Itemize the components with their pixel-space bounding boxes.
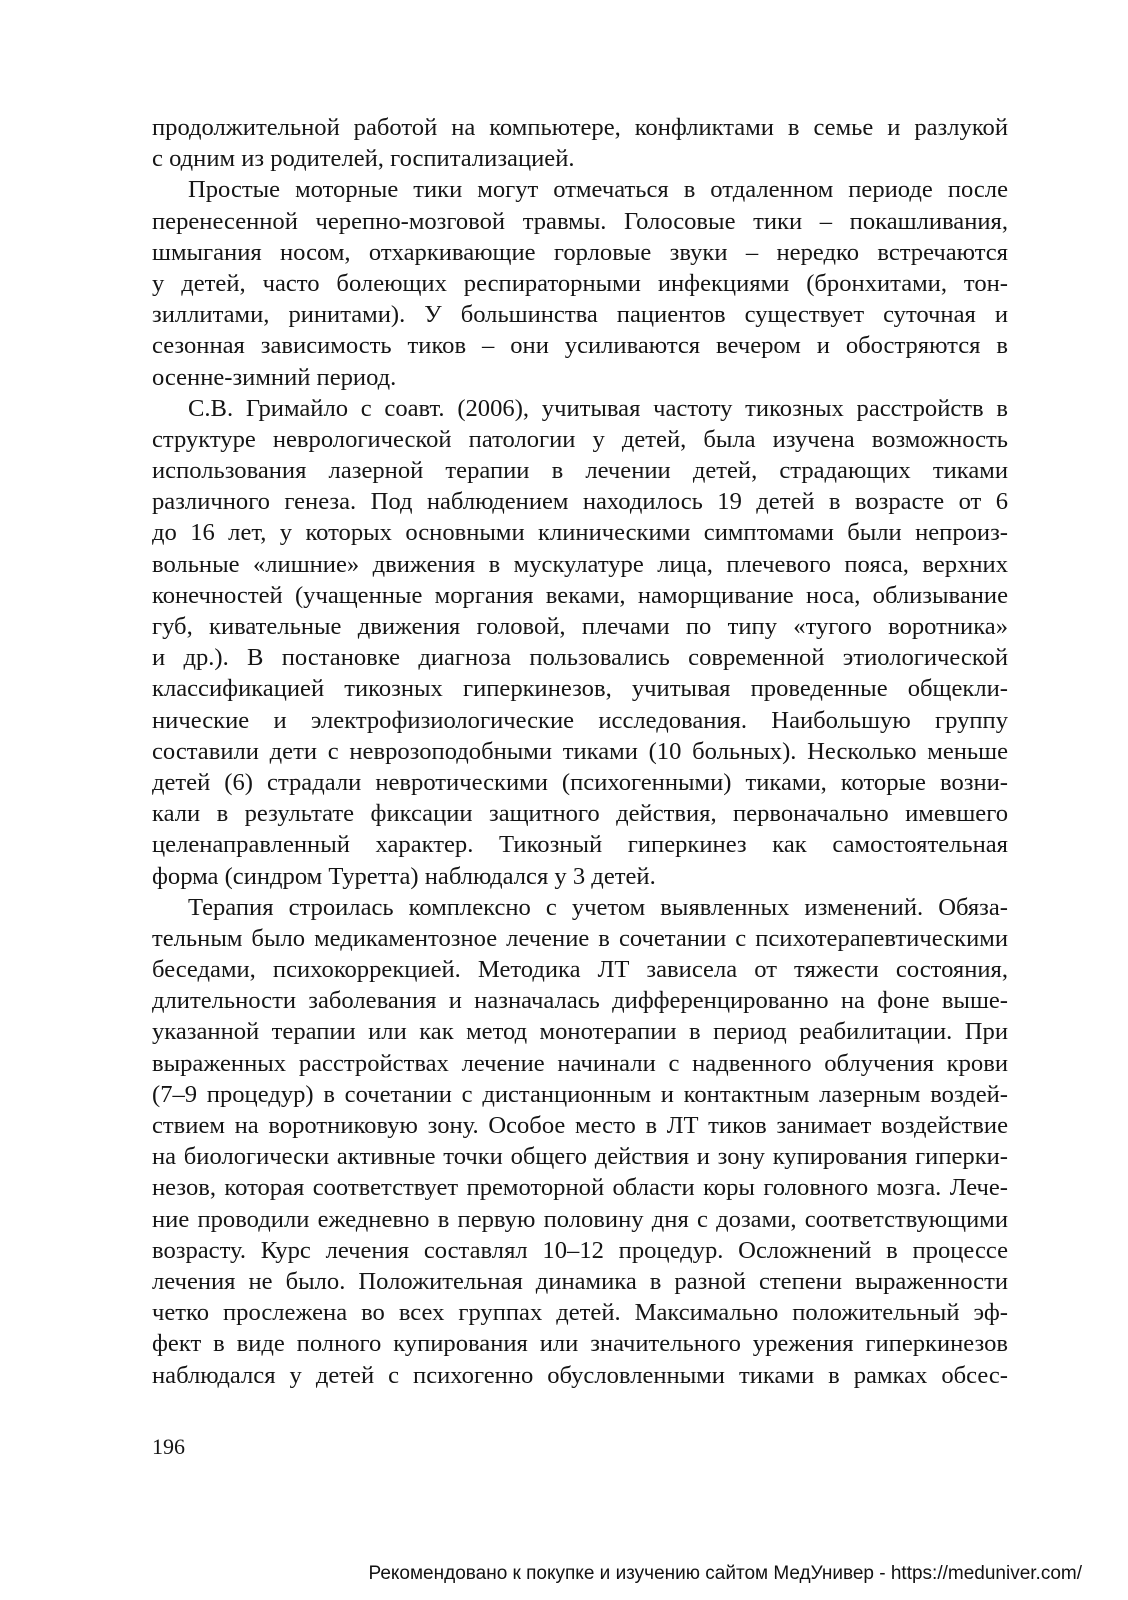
text-line: нические и электрофизиологические исследования. Наибольшую группу xyxy=(152,706,1008,734)
text-line: структуре неврологической патологии у детей, была изучена возможность xyxy=(152,425,1008,453)
text-line: осенне-зимний период. xyxy=(152,363,397,391)
paragraph xyxy=(152,393,1008,892)
paragraph xyxy=(152,892,1008,1391)
text-line: С.В. Гримайло с соавт. (2006), учитывая частоту тикозных расстройств в xyxy=(188,394,1008,422)
text-line: губ, кивательные движения головой, плечами по типу «тугого воротника» xyxy=(152,613,1008,640)
text-line: фект в виде полного купирования или значительного урежения гиперкинезов xyxy=(152,1330,1008,1358)
text-line: целенаправленный характер. Тикозный гиперкинез как самостоятельная xyxy=(152,831,1008,859)
text-line: использования лазерной терапии в лечении детей, страдающих тиками xyxy=(152,457,1008,485)
text-line: четко прослежена во всех группах детей. Максимально положительный эф- xyxy=(152,1299,1008,1327)
text-line: продолжительной работой на компьютере, конфликтами в семье и разлукой xyxy=(152,114,1008,141)
text-line: форма (синдром Туретта) наблюдался у 3 детей. xyxy=(152,862,656,890)
text-line: перенесенной черепно-мозговой травмы. Голосовые тики – покашливания, xyxy=(152,207,1008,235)
text-line: возрасту. Курс лечения составлял 10–12 процедур. Осложнений в процессе xyxy=(152,1236,1008,1264)
page-number: 196 xyxy=(152,1434,185,1459)
text-line: Терапия строилась комплексно с учетом выявленных изменений. Обяза- xyxy=(188,893,1008,921)
text-line: детей (6) страдали невротическими (психогенными) тиками, которые возни- xyxy=(152,768,1008,796)
text-line: выраженных расстройствах лечение начинали с надвенного облучения крови xyxy=(152,1049,1008,1077)
text-line: конечностей (учащенные моргания веками, наморщивание носа, облизывание xyxy=(152,581,1008,609)
watermark-link[interactable]: Рекомендовано к покупке и изучению сайтом МедУнивер - https://meduniver.com/ xyxy=(368,1563,1082,1584)
text-line: кали в результате фиксации защитного действия, первоначально имевшего xyxy=(152,800,1008,828)
text-line: (7–9 процедур) в сочетании с дистанционным и контактным лазерным воздей- xyxy=(152,1080,1008,1108)
text-line: составили дети с неврозоподобными тиками (10 больных). Несколько меньше xyxy=(152,737,1008,765)
text-line: беседами, психокоррекцией. Методика ЛТ зависела от тяжести состояния, xyxy=(152,956,1008,984)
text-line: наблюдался у детей с психогенно обусловленными тиками в рамках обсес- xyxy=(152,1361,1008,1389)
paragraph xyxy=(152,174,1008,392)
text-line: и др.). В постановке диагноза пользовались современной этиологической xyxy=(152,644,1008,672)
text-line: незов, которая соответствует премоторной области коры головного мозга. Лече- xyxy=(152,1174,1008,1202)
text-line: до 16 лет, у которых основными клиническими симптомами были непроиз- xyxy=(152,519,1008,547)
text-line: лечения не было. Положительная динамика в разной степени выраженности xyxy=(152,1267,1008,1295)
text-line: ствием на воротниковую зону. Особое место в ЛТ тиков занимает воздействие xyxy=(152,1112,1008,1139)
text-line: шмыгания носом, отхаркивающие горловые звуки – нередко встречаются xyxy=(152,238,1008,266)
text-line: на биологически активные точки общего действия и зону купирования гиперки- xyxy=(152,1143,1008,1171)
paragraph xyxy=(152,112,1008,174)
text-line: зиллитами, ринитами). У большинства пациентов существует суточная и xyxy=(152,301,1008,329)
text-line: классификацией тикозных гиперкинезов, учитывая проведенные общекли- xyxy=(152,675,1008,703)
text-line: сезонная зависимость тиков – они усиливаются вечером и обостряются в xyxy=(152,332,1008,360)
text-line: длительности заболевания и назначалась дифференцированно на фоне выше- xyxy=(152,987,1008,1015)
text-line: Простые моторные тики могут отмечаться в отдаленном периоде после xyxy=(188,176,1008,204)
text-line: вольные «лишние» движения в мускулатуре лица, плечевого пояса, верхних xyxy=(152,550,1008,578)
text-line: тельным было медикаментозное лечение в сочетании с психотерапевтическими xyxy=(152,924,1008,952)
text-line: различного генеза. Под наблюдением находилось 19 детей в возрасте от 6 xyxy=(152,488,1008,516)
text-line: указанной терапии или как метод монотерапии в период реабилитации. При xyxy=(152,1018,1008,1046)
text-line: с одним из родителей, госпитализацией. xyxy=(152,145,575,173)
text-line: у детей, часто болеющих респираторными инфекциями (бронхитами, тон- xyxy=(152,269,1008,297)
page-body-text xyxy=(152,112,1008,1391)
text-line: ние проводили ежедневно в первую половину дня с дозами, соответствующими xyxy=(152,1205,1008,1233)
